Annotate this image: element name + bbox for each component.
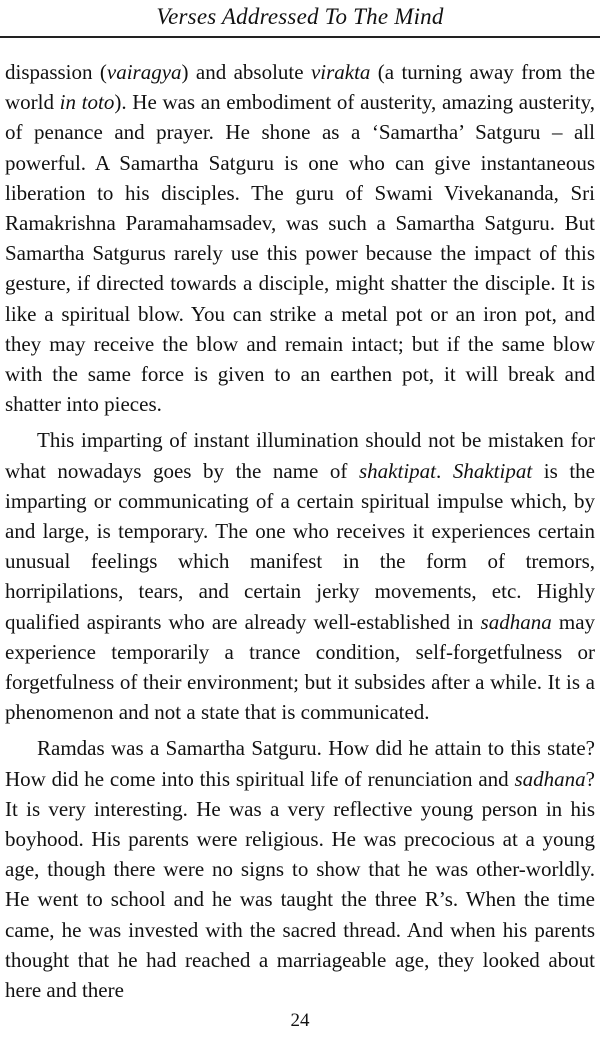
running-head: Verses Addressed To The Mind (156, 4, 444, 29)
paragraph-2 (5, 425, 595, 727)
paragraph-1 (5, 57, 595, 419)
italic-term: Shaktipat (452, 458, 533, 483)
header-rule (0, 36, 600, 38)
text-run: ? It is very interesting. He was a very reflective young person in his boyhood. His parents were religious. He was precocious at a young age, though there were no signs to show that he was other-worldly. He went to school and he was taught the three R’s. When the time came, he was invested with the sacred thread. And when his parents thought that he had reached a marriageable age, they looked about here and there (5, 766, 595, 1003)
text-run: This imparting of instant illumination should not be mistaken for what nowadays goes by the name of (5, 428, 595, 483)
text-run: Ramdas was a Samartha Satguru. How did he attain to this state? How did he come into this spiritual life of renunciation and (5, 736, 595, 791)
italic-term: vairagya (106, 60, 182, 84)
page-body (5, 57, 595, 1005)
italic-term: shaktipat (359, 458, 436, 483)
text-run: (a turning away from the world (5, 60, 596, 115)
text-run: is the imparting or communicating of a certain spiritual impulse which, by and large, is temporary. The one who receives it experiences certain unusual feelings which manifest in the form of tremors, horripilations, tears, and certain jerky movements, etc. Highly qualified aspirants who are already well-established in (5, 458, 595, 634)
page-number: 24 (290, 1010, 310, 1031)
italic-term: sadhana (480, 609, 552, 634)
text-run: . (436, 458, 453, 483)
italic-term: in toto (59, 90, 115, 115)
italic-term: sadhana (514, 766, 586, 791)
paragraph-3 (5, 733, 595, 1005)
text-run: dispassion ( (5, 60, 107, 84)
text-run: ). He was an embodiment of austerity, amazing austerity, of penance and prayer. He shone as a ‘Samartha’ Satguru – all powerful. A Samartha Satguru is one who can give instantaneous liberation to his disciples. The guru of Swami Vivekananda, Sri Ramakrishna Paramahamsadev, was such a Samartha Satguru. But Samartha Satgurus rarely use this power because the impact of this gesture, if directed towards a disciple, might shatter the disciple. It is like a spiritual blow. You can strike a metal pot or an iron pot, and they may receive the blow and remain intact; but if the same blow with the same force is given to an earthen pot, it will break and shatter into pieces. (5, 90, 595, 417)
text-run: ) and absolute (181, 60, 311, 84)
text-run: may experience temporarily a trance condition, self-forgetfulness or forgetfulness of their environment; but it subsides after a while. It is a phenomenon and not a state that is communicated. (5, 609, 596, 725)
italic-term: virakta (310, 60, 371, 84)
